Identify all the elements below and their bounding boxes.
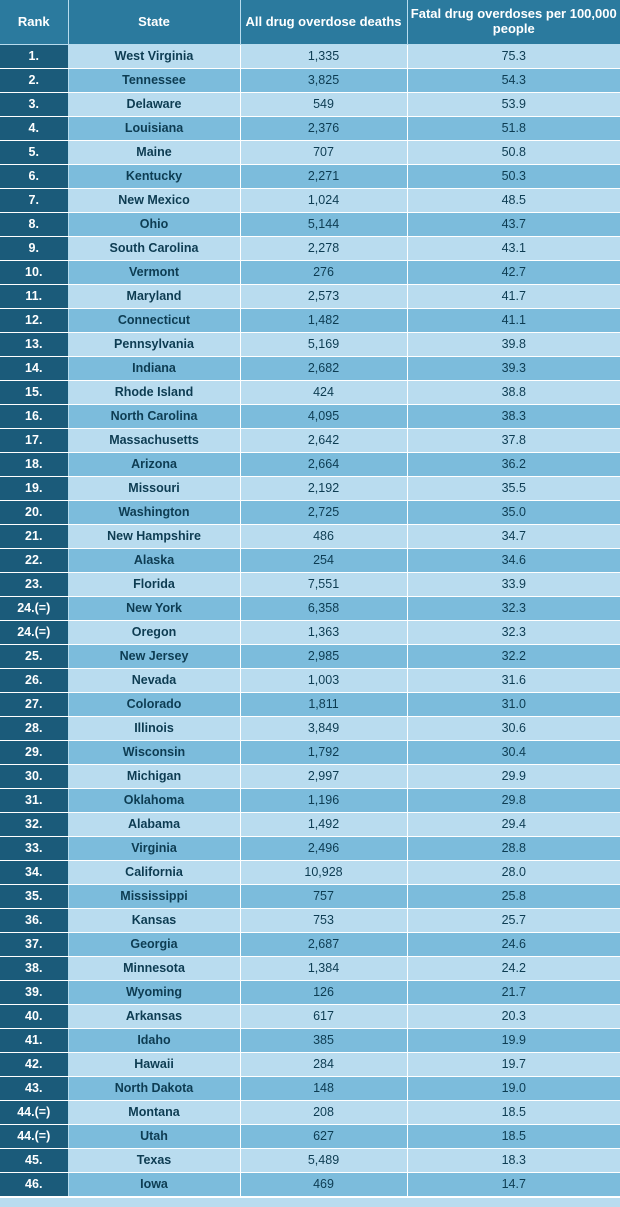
cell-deaths: 5,169 (240, 333, 407, 357)
cell-rank: 18. (0, 453, 68, 477)
cell-rate: 31.6 (407, 669, 620, 693)
cell-rank: 20. (0, 501, 68, 525)
cell-rate: 35.0 (407, 501, 620, 525)
table-row (0, 909, 620, 933)
table-row (0, 1053, 620, 1077)
cell-rank: 5. (0, 141, 68, 165)
cell-deaths: 707 (240, 141, 407, 165)
table-row (0, 1149, 620, 1173)
cell-rate: 53.9 (407, 93, 620, 117)
cell-rate: 37.8 (407, 429, 620, 453)
table-row (0, 885, 620, 909)
cell-state: South Carolina (68, 237, 240, 261)
cell-rank: 31. (0, 789, 68, 813)
cell-rate: 30.4 (407, 741, 620, 765)
cell-rate: 29.4 (407, 813, 620, 837)
header-row (0, 0, 620, 45)
table-row (0, 717, 620, 741)
cell-rank: 6. (0, 165, 68, 189)
table-row (0, 837, 620, 861)
table-row (0, 1101, 620, 1125)
cell-rank: 29. (0, 741, 68, 765)
table-row (0, 597, 620, 621)
cell-state: Oregon (68, 621, 240, 645)
cell-rate: 42.7 (407, 261, 620, 285)
table-row (0, 573, 620, 597)
table-row (0, 189, 620, 213)
table-row (0, 285, 620, 309)
cell-rate: 18.3 (407, 1149, 620, 1173)
cell-rank: 22. (0, 549, 68, 573)
cell-state: Hawaii (68, 1053, 240, 1077)
cell-rate: 38.8 (407, 381, 620, 405)
cell-state: Louisiana (68, 117, 240, 141)
table-row (0, 333, 620, 357)
cell-state: Tennessee (68, 69, 240, 93)
table-row (0, 93, 620, 117)
cell-rate: 20.3 (407, 1005, 620, 1029)
cell-deaths: 2,376 (240, 117, 407, 141)
cell-state: Pennsylvania (68, 333, 240, 357)
column-header-deaths: All drug overdose deaths (240, 0, 407, 45)
table-row (0, 741, 620, 765)
cell-rate: 48.5 (407, 189, 620, 213)
cell-rank: 13. (0, 333, 68, 357)
cell-rate: 30.6 (407, 717, 620, 741)
cell-state: Missouri (68, 477, 240, 501)
cell-deaths: 753 (240, 909, 407, 933)
cell-rank: 30. (0, 765, 68, 789)
cell-rank: 25. (0, 645, 68, 669)
cell-rate: 33.9 (407, 573, 620, 597)
cell-deaths: 486 (240, 525, 407, 549)
cell-state: Alabama (68, 813, 240, 837)
cell-state: Kentucky (68, 165, 240, 189)
cell-rank: 44.(=) (0, 1125, 68, 1149)
table-row (0, 1029, 620, 1053)
cell-deaths: 2,278 (240, 237, 407, 261)
cell-state: Florida (68, 573, 240, 597)
cell-rate: 28.0 (407, 861, 620, 885)
cell-rank: 42. (0, 1053, 68, 1077)
table-row (0, 693, 620, 717)
cell-rank: 35. (0, 885, 68, 909)
cell-rank: 8. (0, 213, 68, 237)
cell-deaths: 2,642 (240, 429, 407, 453)
cell-state: Montana (68, 1101, 240, 1125)
cell-rate: 14.7 (407, 1173, 620, 1197)
table-row (0, 357, 620, 381)
cell-rank: 27. (0, 693, 68, 717)
cell-state: Ohio (68, 213, 240, 237)
cell-state: Arkansas (68, 1005, 240, 1029)
cell-deaths: 2,192 (240, 477, 407, 501)
table-row (0, 261, 620, 285)
table-header (0, 0, 620, 45)
cell-rate: 39.3 (407, 357, 620, 381)
cell-rank: 9. (0, 237, 68, 261)
cell-rank: 2. (0, 69, 68, 93)
cell-rank: 11. (0, 285, 68, 309)
cell-state: Massachusetts (68, 429, 240, 453)
cell-state: Illinois (68, 717, 240, 741)
cell-rank: 44.(=) (0, 1101, 68, 1125)
cell-rank: 28. (0, 717, 68, 741)
cell-deaths: 284 (240, 1053, 407, 1077)
cell-rate: 43.1 (407, 237, 620, 261)
cell-rank: 41. (0, 1029, 68, 1053)
cell-rank: 26. (0, 669, 68, 693)
cell-deaths: 2,997 (240, 765, 407, 789)
cell-deaths: 617 (240, 1005, 407, 1029)
cell-deaths: 1,482 (240, 309, 407, 333)
cell-rate: 50.3 (407, 165, 620, 189)
cell-deaths: 1,384 (240, 957, 407, 981)
table-row (0, 45, 620, 69)
cell-deaths: 2,682 (240, 357, 407, 381)
cell-state: Georgia (68, 933, 240, 957)
cell-rank: 17. (0, 429, 68, 453)
cell-rank: 46. (0, 1173, 68, 1197)
cell-state: Oklahoma (68, 789, 240, 813)
cell-state: New York (68, 597, 240, 621)
table-row (0, 669, 620, 693)
cell-state: Maryland (68, 285, 240, 309)
cell-rank: 3. (0, 93, 68, 117)
column-header-rank: Rank (0, 0, 68, 45)
cell-rank: 39. (0, 981, 68, 1005)
cell-rank: 40. (0, 1005, 68, 1029)
cell-deaths: 5,489 (240, 1149, 407, 1173)
cell-deaths: 1,811 (240, 693, 407, 717)
cell-rank: 36. (0, 909, 68, 933)
cell-state: Kansas (68, 909, 240, 933)
table-bottom-edge (0, 1197, 620, 1207)
cell-rate: 32.2 (407, 645, 620, 669)
table-row (0, 237, 620, 261)
table-row (0, 789, 620, 813)
cell-rate: 19.9 (407, 1029, 620, 1053)
cell-deaths: 3,849 (240, 717, 407, 741)
cell-state: Wyoming (68, 981, 240, 1005)
cell-rank: 37. (0, 933, 68, 957)
table-body (0, 45, 620, 1197)
table-row (0, 309, 620, 333)
cell-deaths: 1,363 (240, 621, 407, 645)
cell-state: Arizona (68, 453, 240, 477)
cell-rate: 54.3 (407, 69, 620, 93)
cell-rank: 33. (0, 837, 68, 861)
cell-rank: 14. (0, 357, 68, 381)
cell-rate: 21.7 (407, 981, 620, 1005)
cell-rank: 23. (0, 573, 68, 597)
cell-state: Colorado (68, 693, 240, 717)
cell-rank: 24.(=) (0, 597, 68, 621)
table-row (0, 765, 620, 789)
cell-rate: 50.8 (407, 141, 620, 165)
table-row (0, 957, 620, 981)
cell-deaths: 2,573 (240, 285, 407, 309)
cell-rate: 35.5 (407, 477, 620, 501)
cell-rank: 1. (0, 45, 68, 69)
table-row (0, 933, 620, 957)
cell-deaths: 627 (240, 1125, 407, 1149)
cell-deaths: 1,492 (240, 813, 407, 837)
cell-state: Iowa (68, 1173, 240, 1197)
cell-rate: 38.3 (407, 405, 620, 429)
cell-deaths: 2,725 (240, 501, 407, 525)
cell-rank: 34. (0, 861, 68, 885)
cell-deaths: 7,551 (240, 573, 407, 597)
table-row (0, 1005, 620, 1029)
cell-state: Indiana (68, 357, 240, 381)
cell-state: West Virginia (68, 45, 240, 69)
cell-rank: 38. (0, 957, 68, 981)
cell-rate: 39.8 (407, 333, 620, 357)
table-row (0, 813, 620, 837)
cell-rank: 43. (0, 1077, 68, 1101)
cell-deaths: 2,496 (240, 837, 407, 861)
cell-rate: 29.8 (407, 789, 620, 813)
cell-rate: 51.8 (407, 117, 620, 141)
cell-rate: 34.7 (407, 525, 620, 549)
cell-deaths: 385 (240, 1029, 407, 1053)
cell-rank: 45. (0, 1149, 68, 1173)
table-row (0, 429, 620, 453)
table-row (0, 141, 620, 165)
cell-state: California (68, 861, 240, 885)
cell-deaths: 276 (240, 261, 407, 285)
cell-deaths: 469 (240, 1173, 407, 1197)
cell-state: New Mexico (68, 189, 240, 213)
cell-deaths: 254 (240, 549, 407, 573)
cell-deaths: 2,271 (240, 165, 407, 189)
cell-state: Alaska (68, 549, 240, 573)
cell-deaths: 126 (240, 981, 407, 1005)
table-row (0, 1173, 620, 1197)
cell-rank: 16. (0, 405, 68, 429)
cell-state: New Hampshire (68, 525, 240, 549)
cell-rate: 43.7 (407, 213, 620, 237)
cell-rank: 32. (0, 813, 68, 837)
table-row (0, 165, 620, 189)
cell-rate: 25.8 (407, 885, 620, 909)
cell-state: Michigan (68, 765, 240, 789)
table-row (0, 549, 620, 573)
cell-state: North Dakota (68, 1077, 240, 1101)
table-row (0, 861, 620, 885)
cell-rate: 31.0 (407, 693, 620, 717)
table-row (0, 981, 620, 1005)
table-row (0, 117, 620, 141)
table-row (0, 69, 620, 93)
cell-state: Idaho (68, 1029, 240, 1053)
column-header-rate: Fatal drug overdoses per 100,000 people (407, 0, 620, 45)
cell-state: Nevada (68, 669, 240, 693)
cell-rank: 19. (0, 477, 68, 501)
table-row (0, 501, 620, 525)
cell-rate: 36.2 (407, 453, 620, 477)
cell-deaths: 1,196 (240, 789, 407, 813)
cell-state: Vermont (68, 261, 240, 285)
cell-rate: 34.6 (407, 549, 620, 573)
cell-rate: 41.1 (407, 309, 620, 333)
table-row (0, 1077, 620, 1101)
cell-deaths: 10,928 (240, 861, 407, 885)
cell-rate: 24.2 (407, 957, 620, 981)
cell-state: Wisconsin (68, 741, 240, 765)
cell-deaths: 1,792 (240, 741, 407, 765)
cell-state: Virginia (68, 837, 240, 861)
cell-rate: 24.6 (407, 933, 620, 957)
cell-deaths: 2,664 (240, 453, 407, 477)
cell-deaths: 424 (240, 381, 407, 405)
cell-deaths: 2,985 (240, 645, 407, 669)
table-row (0, 477, 620, 501)
cell-state: Connecticut (68, 309, 240, 333)
cell-deaths: 757 (240, 885, 407, 909)
cell-deaths: 6,358 (240, 597, 407, 621)
cell-deaths: 3,825 (240, 69, 407, 93)
cell-deaths: 5,144 (240, 213, 407, 237)
cell-rate: 19.0 (407, 1077, 620, 1101)
cell-deaths: 148 (240, 1077, 407, 1101)
cell-state: North Carolina (68, 405, 240, 429)
cell-state: Maine (68, 141, 240, 165)
cell-rate: 19.7 (407, 1053, 620, 1077)
cell-deaths: 4,095 (240, 405, 407, 429)
cell-state: Washington (68, 501, 240, 525)
column-header-state: State (68, 0, 240, 45)
cell-rate: 28.8 (407, 837, 620, 861)
cell-state: Mississippi (68, 885, 240, 909)
table-row (0, 645, 620, 669)
table-row (0, 1125, 620, 1149)
cell-rate: 32.3 (407, 597, 620, 621)
cell-deaths: 208 (240, 1101, 407, 1125)
cell-rate: 18.5 (407, 1125, 620, 1149)
cell-rank: 7. (0, 189, 68, 213)
cell-rate: 29.9 (407, 765, 620, 789)
table-row (0, 381, 620, 405)
cell-rate: 18.5 (407, 1101, 620, 1125)
cell-state: Texas (68, 1149, 240, 1173)
cell-state: Rhode Island (68, 381, 240, 405)
table-row (0, 213, 620, 237)
cell-rate: 32.3 (407, 621, 620, 645)
table-row (0, 405, 620, 429)
table-row (0, 525, 620, 549)
table-row (0, 453, 620, 477)
cell-rank: 15. (0, 381, 68, 405)
cell-state: Utah (68, 1125, 240, 1149)
cell-deaths: 1,024 (240, 189, 407, 213)
cell-rate: 75.3 (407, 45, 620, 69)
cell-deaths: 549 (240, 93, 407, 117)
cell-rank: 12. (0, 309, 68, 333)
cell-deaths: 1,003 (240, 669, 407, 693)
cell-rank: 24.(=) (0, 621, 68, 645)
table-row (0, 621, 620, 645)
cell-rate: 25.7 (407, 909, 620, 933)
cell-deaths: 2,687 (240, 933, 407, 957)
cell-deaths: 1,335 (240, 45, 407, 69)
cell-state: Delaware (68, 93, 240, 117)
cell-state: New Jersey (68, 645, 240, 669)
cell-rank: 4. (0, 117, 68, 141)
cell-rate: 41.7 (407, 285, 620, 309)
cell-rank: 10. (0, 261, 68, 285)
cell-rank: 21. (0, 525, 68, 549)
cell-state: Minnesota (68, 957, 240, 981)
